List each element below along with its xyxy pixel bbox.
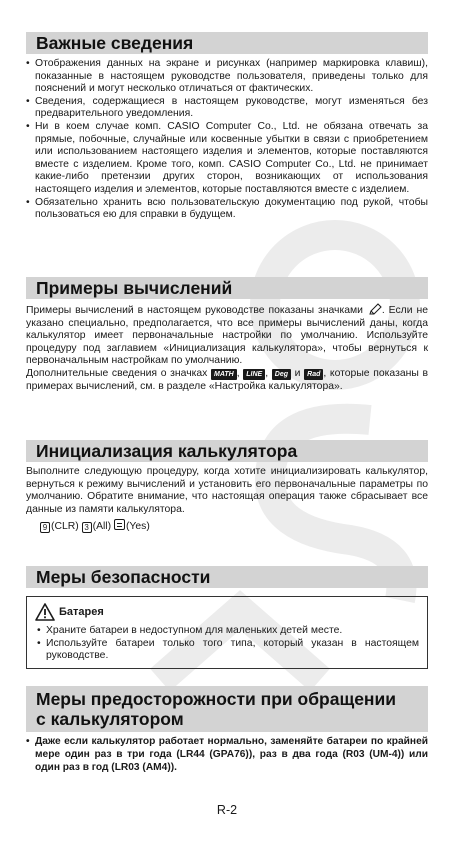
key-3: 3 [82,522,92,533]
warning-title-text: Батарея [59,606,104,618]
equals-key-icon [114,519,125,530]
section-handling [26,686,428,774]
examples-paragraph-2 [26,368,428,393]
list-item: • Используйте батареи только того типа, который указан в настоящем руководстве. [37,638,419,663]
examples-text: Дополнительные сведения о значках [26,367,208,379]
warning-triangle-icon [35,603,55,621]
heading-line: Меры предосторожности при обращении [36,689,397,709]
key-label: (Yes) [125,521,150,533]
list-item: • Обязательно хранить всю пользовательскую документацию под рукой, чтобы пользоваться ею для справки в будущем. [26,197,428,222]
examples-text: , которые показаны в примерах вычислений, см. в разделе «Настройка калькулятора». [26,367,428,392]
heading-safety: Меры безопасности [26,566,428,588]
heading-init: Инициализация калькулятора [26,440,428,462]
important-list [26,58,428,222]
section-init [26,440,428,533]
separator: и [294,367,301,379]
battery-warning-box [26,596,428,669]
heading-handling [26,686,428,732]
heading-examples: Примеры вычислений [26,277,428,299]
key-9: 9 [40,522,50,533]
key-label: (CLR) [51,521,79,533]
init-paragraph: Выполните следующую процедуру, когда хотите инициализировать калькулятор, вернуться к режиму вычислений и установить его первоначальные параметры по умолчанию. Обратите внимание, что настоящая операция также сбрасывает все данные из памяти калькулятора. [26,466,428,515]
key-label: (All) [92,521,112,533]
warning-title [35,603,419,621]
list-item: • Храните батареи в недоступном для маленьких детей месте. [37,625,419,638]
list-item: • Ни в коем случае комп. CASIO Computer Co., Ltd. не обязана отвечать за прямые, побочные, случайные или косвенные убытки в связи с приобретением или использованием настоящего изделия и элементов, которые поставляются вместе с изделием. Кроме того, комп. CASIO Computer Co., Ltd. не принимает какие-либо претензии других сторон, возникающих от использования настоящего изделия и элементов, которые поставляются вместе с изделием. [26,121,428,197]
examples-paragraph-1 [26,303,428,368]
rad-mode-icon: Rad [304,369,323,380]
math-mode-icon: MATH [211,369,237,380]
heading-line: с калькулятором [36,709,184,729]
deg-mode-icon: Deg [272,369,291,380]
examples-text: Примеры вычислений в настоящем руководстве показаны значками [26,305,363,316]
page-number: R-2 [216,803,238,817]
init-key-sequence [26,519,428,533]
heading-important: Важные сведения [26,32,428,54]
pencil-icon [369,303,382,315]
separator: , [236,367,240,379]
section-examples [26,277,428,393]
examples-text: . Если не указано специально, предполагается, что все примеры вычислений даны, когда калькулятор имеет первоначальные настройки по умолчанию. Используйте процедуру под заглавием «Инициализация калькулятора», чтобы вернуться к первоначальным настройкам по умолчанию. [26,305,428,367]
list-item: • Отображения данных на экране и рисунках (например маркировка клавиш), показанные в настоящем руководстве пользователя, приведены только для пояснений и могут несколько отличаться от фактических. [26,58,428,96]
list-item: • Даже если калькулятор работает нормально, заменяйте батареи по крайней мере один раз в три года (LR44 (GPA76)), раз в два года (R03 (UM-4)) или один раз в год (LR03 (AM4)). [26,736,428,774]
section-safety [26,566,428,669]
safety-list [37,625,419,663]
separator: , [265,367,269,379]
handling-list [26,736,428,774]
line-mode-icon: LINE [243,369,265,380]
section-important [26,32,428,222]
list-item: • Сведения, содержащиеся в настоящем руководстве, могут изменяться без предварительного уведомления. [26,96,428,121]
